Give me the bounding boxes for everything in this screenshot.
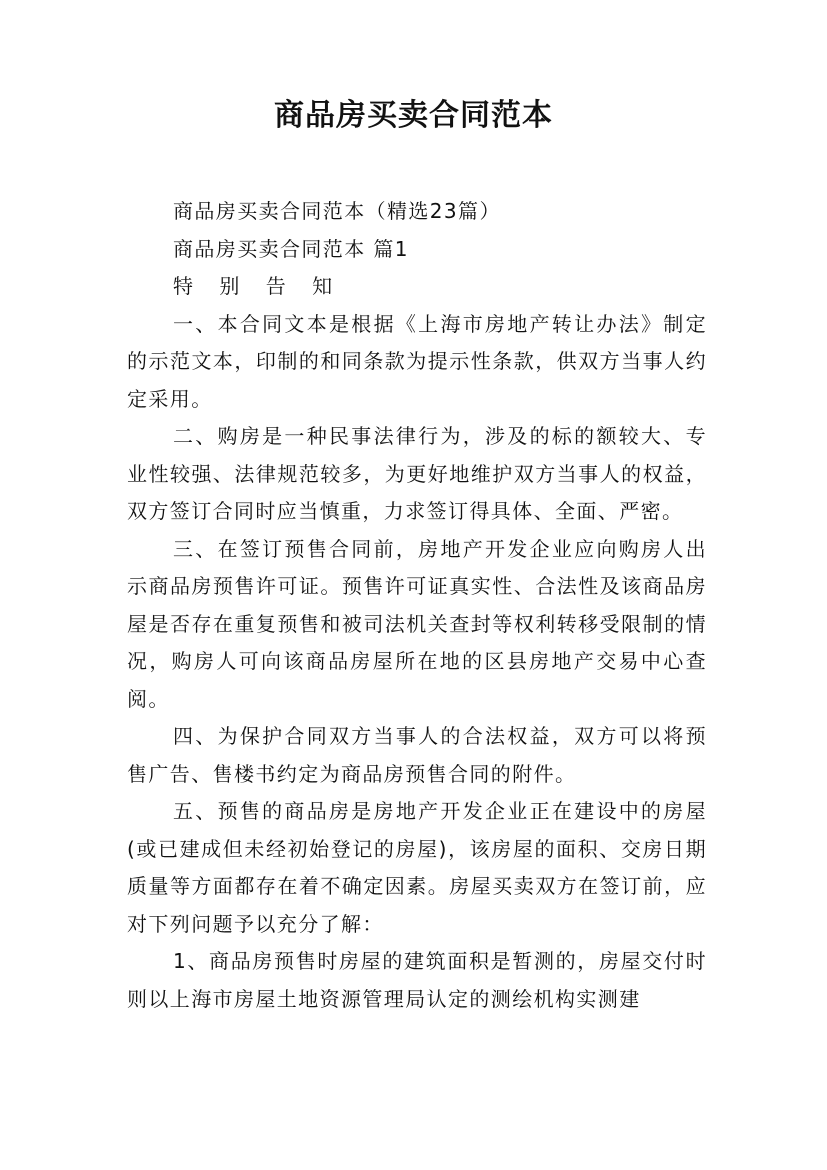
document-body	[127, 193, 707, 1018]
paragraph-subitem-1: 1、商品房预售时房屋的建筑面积是暂测的，房屋交付时则以上海市房屋土地资源管理局认定的测绘机构实测建	[127, 949, 707, 1011]
paragraph-notice-heading: 特 别 告 知	[173, 274, 343, 298]
paragraph-item-5: 五、预售的商品房是房地产开发企业正在建设中的房屋(或已建成但未经初始登记的房屋)，该房屋的面积、交房日期质量等方面都存在着不确定因素。房屋买卖双方在签订前，应对下列问题予以充分了解：	[127, 799, 707, 936]
paragraph-subtitle: 商品房买卖合同范本（精选23篇）	[173, 199, 501, 223]
document-title: 商品房买卖合同范本	[274, 98, 553, 133]
paragraph-item-1: 一、本合同文本是根据《上海市房地产转让办法》制定的示范文本，印制的和同条款为提示性条款，供双方当事人约定采用。	[127, 311, 707, 411]
paragraph-section-heading: 商品房买卖合同范本 篇1	[173, 236, 409, 261]
paragraph-item-2: 二、购房是一种民事法律行为，涉及的标的额较大、专业性较强、法律规范较多，为更好地维护双方当事人的权益，双方签订合同时应当慎重，力求签订得具体、全面、严密。	[127, 424, 707, 523]
paragraph-item-4: 四、为保护合同双方当事人的合法权益，双方可以将预售广告、售楼书约定为商品房预售合同的附件。	[127, 724, 707, 786]
paragraph-item-3: 三、在签订预售合同前，房地产开发企业应向购房人出示商品房预售许可证。预售许可证真实性、合法性及该商品房屋是否存在重复预售和被司法机关查封等权利转移受限制的情况，购房人可向该商品房屋所在地的区县房地产交易中心查阅。	[127, 536, 707, 711]
